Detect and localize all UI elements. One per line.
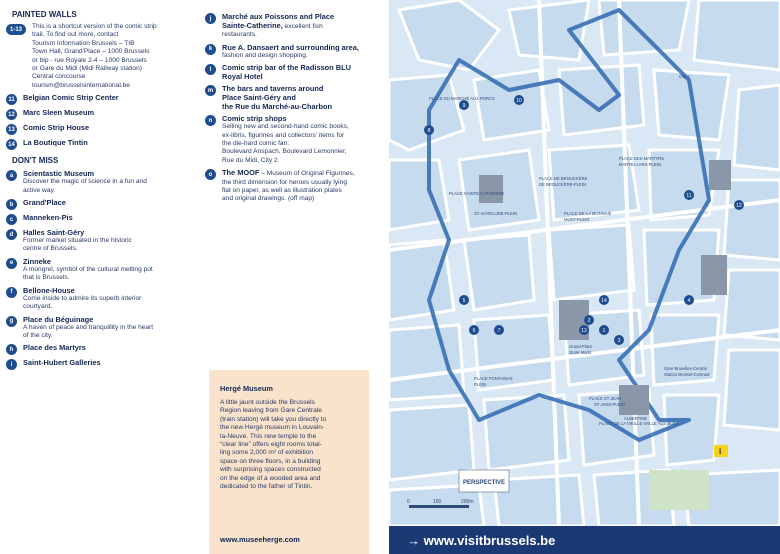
map-label: PLACE DE LA VIEILLE HALLE AUX BLÉS bbox=[599, 421, 679, 426]
map-label: ALBERTINE bbox=[624, 416, 648, 421]
dont-miss-e-badge: e bbox=[6, 258, 17, 269]
map-label: Grote Markt bbox=[569, 350, 592, 355]
tip-m-badge: m bbox=[205, 85, 216, 96]
dont-miss-h bbox=[6, 343, 191, 355]
herge-url[interactable]: www.museeherge.com bbox=[220, 535, 300, 544]
route-marker-2[interactable] bbox=[584, 315, 594, 325]
svg-text:i: i bbox=[719, 447, 722, 456]
route-marker-14[interactable] bbox=[599, 295, 609, 305]
dont-miss-b bbox=[6, 198, 191, 210]
route-marker-8[interactable] bbox=[424, 125, 434, 135]
footer-bar bbox=[389, 526, 780, 554]
map-label: Grand-Place bbox=[569, 344, 593, 349]
perspective-text: PERSPECTIVE bbox=[463, 480, 506, 486]
footer-url[interactable] bbox=[407, 533, 555, 548]
map-label: PLACE DES MARTYRS bbox=[619, 156, 665, 161]
herge-text: A little jaunt outside the Brussels Region leaving from Gare Centrale (train station) will take you directly to the new Hergé museum in Louvain- la-Neuve. This new temple to the “clear line” offers eight rooms total- ling some 2,000 m² of exhibition space on three floors, in a building with surprising spaces constructed on the edge of a wooded area and dedicated to the father of Tintin. bbox=[220, 399, 327, 491]
dont-miss-h-badge: h bbox=[6, 344, 17, 355]
painted-wall-12-badge: 12 bbox=[6, 109, 17, 120]
tip-j-title: Marché aux Poissons and Place Sainte-Catherine, excellent fish bbox=[222, 12, 335, 30]
map-label: Station Brussel-Centraal bbox=[664, 372, 710, 377]
route-marker-11[interactable] bbox=[684, 190, 694, 200]
dont-miss-e bbox=[6, 257, 191, 283]
painted-wall-13 bbox=[6, 123, 191, 135]
svg-text:11: 11 bbox=[686, 193, 692, 199]
route-marker-7[interactable] bbox=[494, 325, 504, 335]
dont-miss-f-title: Bellone-House bbox=[23, 285, 75, 295]
dont-miss-h-title: Place des Martyrs bbox=[23, 343, 86, 353]
painted-wall-11-title: Belgian Comic Strip Center bbox=[23, 93, 119, 103]
svg-text:9: 9 bbox=[462, 103, 466, 109]
map-label: MARTELAARS-PLEIN bbox=[619, 162, 661, 167]
tip-o-badge: o bbox=[205, 169, 216, 180]
footer-url-text: www.visitbrussels.be bbox=[423, 533, 556, 548]
dont-miss-a-desc: Discover the magic of science in a fun and active way. bbox=[23, 178, 147, 194]
route-marker-1[interactable] bbox=[599, 325, 609, 335]
map-label: PLEIN bbox=[474, 382, 487, 387]
map-label: PLACE ST JEAN bbox=[589, 396, 622, 401]
svg-text:12: 12 bbox=[736, 203, 742, 209]
map-label: MUNT-PLEIN bbox=[564, 217, 590, 222]
scale-label-0: 0 bbox=[407, 499, 410, 505]
painted-wall-12-title: Marc Sleen Museum bbox=[23, 108, 95, 118]
route-marker-3[interactable] bbox=[614, 335, 624, 345]
map-label: ST.-KATELIJNE-PLEIN bbox=[474, 211, 517, 216]
tip-l bbox=[205, 63, 379, 81]
svg-text:5: 5 bbox=[462, 298, 466, 304]
map-label: Gare Bruxelles-Central bbox=[664, 366, 707, 371]
tip-n-title: Comic strip shops bbox=[222, 114, 287, 124]
tip-j-desc: restaurants. bbox=[222, 31, 257, 39]
dont-miss-f bbox=[6, 286, 191, 312]
scale-label-200: 200m bbox=[461, 499, 474, 505]
map-label: PLACE DE BROUCKÈRE bbox=[539, 176, 588, 181]
dont-miss-d bbox=[6, 228, 191, 254]
map-label: ST JANS-PLEIN bbox=[594, 402, 625, 407]
painted-wall-13-title: Comic Strip House bbox=[23, 123, 90, 133]
dont-miss-a bbox=[6, 169, 191, 195]
tip-k-desc: fashion and design shopping. bbox=[222, 51, 308, 59]
painted-walls-heading: PAINTED WALLS bbox=[12, 10, 77, 19]
tip-k bbox=[205, 43, 379, 60]
dont-miss-e-desc: A mongrel, symbol of the cultural melting pot that is Brussels. bbox=[23, 265, 153, 282]
dont-miss-i bbox=[6, 358, 191, 370]
tip-n-badge: n bbox=[205, 115, 216, 126]
dont-miss-g-desc: A haven of peace and tranquillity in the heart of the city. bbox=[23, 323, 154, 339]
park-area bbox=[649, 470, 709, 510]
tip-k-title: Rue A. Dansaert and surrounding area, bbox=[222, 42, 359, 52]
dont-miss-d-title: Halles Saint-Géry bbox=[23, 228, 85, 238]
dont-miss-f-badge: f bbox=[6, 287, 17, 298]
tip-o bbox=[205, 168, 379, 204]
tip-m-title: The bars and taverns around Place Saint-Géry and the Rue du Marché-au-Charbon bbox=[222, 84, 333, 112]
dont-miss-g-title: Place du Béguinage bbox=[23, 314, 94, 324]
dont-miss-b-title: Grand'Place bbox=[23, 198, 66, 208]
svg-text:6: 6 bbox=[472, 328, 476, 334]
herge-museum-box bbox=[209, 370, 369, 554]
painted-wall-11 bbox=[6, 93, 191, 105]
painted-wall-11-badge: 11 bbox=[6, 94, 17, 105]
map-svg bbox=[389, 0, 780, 526]
route-marker-4[interactable] bbox=[684, 295, 694, 305]
map-label: PLACE SAINTE-CATHERINE bbox=[449, 191, 505, 196]
route-marker-9[interactable] bbox=[459, 100, 469, 110]
svg-text:13: 13 bbox=[581, 328, 587, 334]
route-marker-5[interactable] bbox=[459, 295, 469, 305]
tip-j-badge: j bbox=[205, 13, 216, 24]
route-marker-10[interactable] bbox=[514, 95, 524, 105]
dont-miss-g bbox=[6, 315, 191, 341]
tip-m bbox=[205, 84, 379, 111]
dont-miss-i-title: Saint-Hubert Galleries bbox=[23, 358, 101, 368]
map-label: PLACE DU MARCHÉ AUX PORCS bbox=[429, 96, 495, 101]
svg-text:8: 8 bbox=[427, 128, 431, 134]
dont-miss-a-badge: a bbox=[6, 170, 17, 181]
tip-o-desc: the third dimension for heroes usually lying flat on paper, as well as illustration plates and original drawings. (off map) bbox=[222, 178, 347, 203]
painted-wall-14-title: La Boutique Tintin bbox=[23, 138, 88, 148]
dont-miss-i-badge: i bbox=[6, 359, 17, 370]
range-badge: 1-13 bbox=[6, 24, 26, 35]
map-label: City 2 bbox=[679, 74, 690, 79]
svg-text:14: 14 bbox=[601, 298, 607, 304]
scale-label-100: 100 bbox=[433, 499, 442, 505]
tip-j bbox=[205, 12, 379, 40]
svg-text:7: 7 bbox=[497, 328, 501, 334]
map-label: DE BROUCKÈRE-PLEIN bbox=[539, 182, 587, 187]
svg-text:3: 3 bbox=[617, 338, 621, 344]
painted-wall-13-badge: 13 bbox=[6, 124, 17, 135]
map-label: PLACE DE LA MONNAIE bbox=[564, 211, 612, 216]
shortcut-text: This is a shortcut version of the comic strip trail. To find out more, contact Tourism Information Brussels – TIB Town Hall, Grand'Place – 1000 Brussels or bip - rue Royale 2-4 – 1000 Brussels or Gare du Midi (Midi Railway station) Central concourse tourism@brusselsinternational.be bbox=[32, 23, 157, 89]
dont-miss-d-badge: d bbox=[6, 229, 17, 240]
city-map[interactable] bbox=[389, 0, 780, 526]
legend-column-left bbox=[0, 0, 197, 554]
dont-miss-c-badge: c bbox=[6, 214, 17, 225]
route-marker-12[interactable] bbox=[734, 200, 744, 210]
route-marker-13[interactable] bbox=[579, 325, 589, 335]
shortcut-note bbox=[6, 23, 191, 90]
painted-wall-12 bbox=[6, 108, 191, 120]
dont-miss-heading: DON'T MISS bbox=[12, 156, 59, 166]
tip-k-badge: k bbox=[205, 44, 216, 55]
svg-text:1: 1 bbox=[602, 328, 606, 334]
tip-l-badge: l bbox=[205, 64, 216, 75]
dont-miss-c bbox=[6, 213, 191, 225]
arrow-icon: → bbox=[407, 533, 420, 548]
svg-text:2: 2 bbox=[587, 318, 591, 324]
svg-text:10: 10 bbox=[516, 98, 522, 104]
map-label: PLACE FONTAINAS bbox=[474, 376, 513, 381]
svg-text:4: 4 bbox=[687, 298, 691, 304]
tip-o-title: The MOOF – Museum of Original Figurines, bbox=[222, 168, 355, 178]
dont-miss-a-title: Scientastic Museum bbox=[23, 169, 95, 179]
dont-miss-b-badge: b bbox=[6, 199, 17, 210]
herge-title: Hergé Museum bbox=[220, 384, 273, 393]
tip-l-title: Comic strip bar of the Radisson BLU Royal Hotel bbox=[222, 63, 351, 82]
dont-miss-g-badge: g bbox=[6, 316, 17, 327]
route-marker-6[interactable] bbox=[469, 325, 479, 335]
painted-wall-14 bbox=[6, 138, 191, 150]
tip-n bbox=[205, 114, 379, 165]
dont-miss-d-desc: Former market situated in the historic centre of Brussels. bbox=[23, 237, 132, 253]
dont-miss-c-title: Manneken-Pis bbox=[23, 213, 73, 223]
tip-n-desc: Selling new and second-hand comic books, ex-libris, figurines and collectors' items for the die-hard comic fan: Boulevard Anspach, Boulevard Lemonnier, Rue du Midi, City 2. bbox=[222, 123, 349, 164]
painted-wall-14-badge: 14 bbox=[6, 139, 17, 150]
dont-miss-e-title: Zinneke bbox=[23, 256, 51, 266]
dont-miss-f-desc: Come inside to admire its superb interior courtyard. bbox=[23, 294, 142, 311]
